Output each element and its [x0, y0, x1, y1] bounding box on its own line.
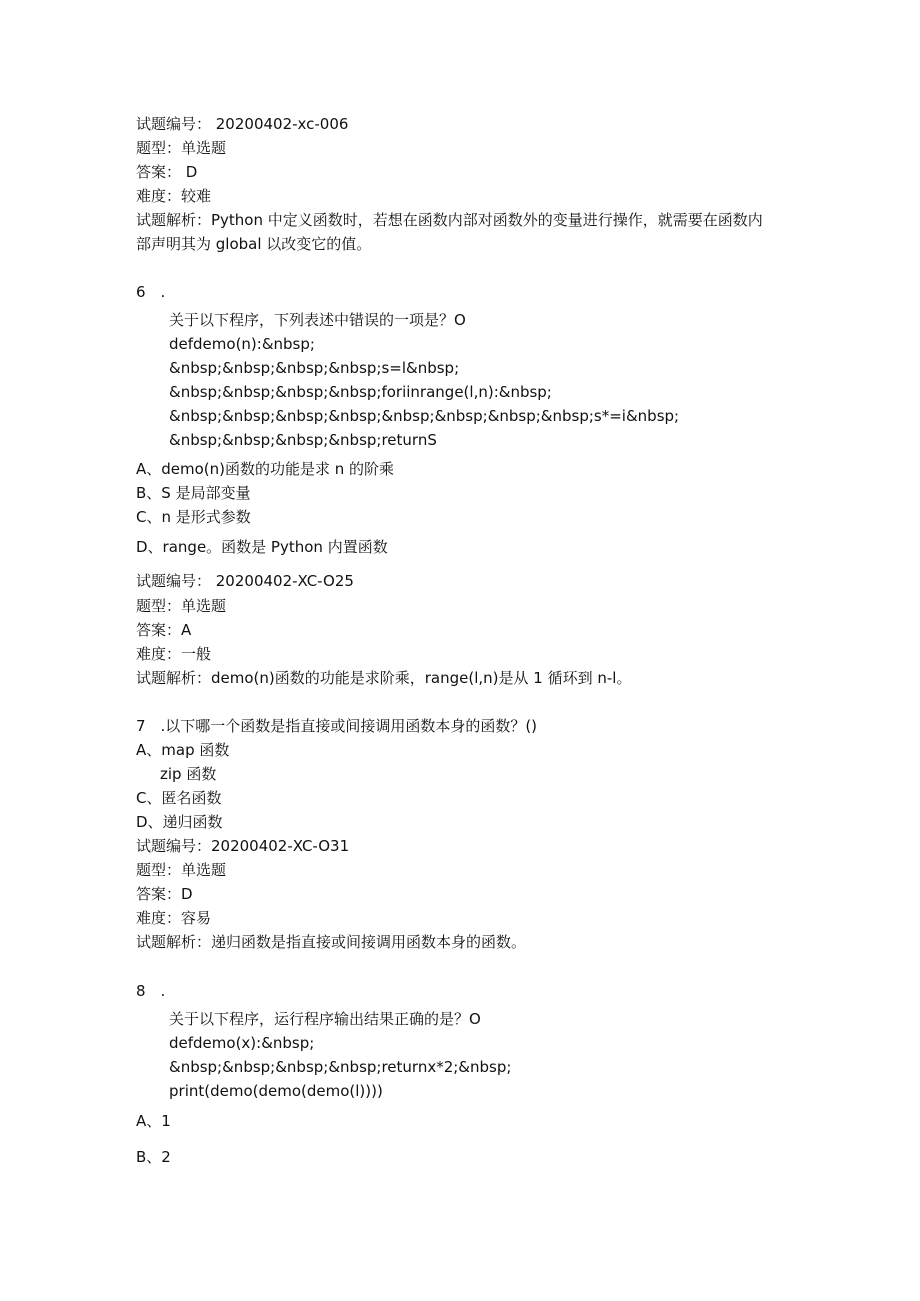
q6-option-d: D、range。函数是 Python 内置函数 — [136, 538, 388, 556]
q8-number: 8 . — [136, 982, 166, 1000]
q7-id: 试题编号：20200402-XC-O31 — [136, 837, 350, 855]
q5-answer: 答案： D — [136, 163, 198, 181]
q7-option-d: D、递归函数 — [136, 813, 223, 831]
q6-code-line: defdemo(n):&nbsp; — [169, 335, 315, 353]
q6-stem: 关于以下程序，下列表述中错误的一项是？O — [169, 311, 466, 329]
q7-answer: 答案：D — [136, 885, 193, 903]
q6-option-a: A、demo(n)函数的功能是求 n 的阶乘 — [136, 460, 395, 478]
q6-answer: 答案：A — [136, 621, 192, 639]
q5-id: 试题编号： 20200402-xc-006 — [136, 115, 349, 133]
q8-code-line: defdemo(x):&nbsp; — [169, 1034, 315, 1052]
q5-type: 题型：单选题 — [136, 139, 227, 157]
q6-code-line: &nbsp;&nbsp;&nbsp;&nbsp;&nbsp;&nbsp;&nbsp;&nbsp;s*=i&nbsp; — [169, 407, 680, 425]
q6-analysis: 试题解析：demo(n)函数的功能是求阶乘，range(l,n)是从 1 循环到 n-l。 — [136, 669, 632, 687]
q8-code-line: print(demo(demo(demo(l)))) — [169, 1082, 383, 1100]
q7-stem: 7 .以下哪一个函数是指直接或间接调用函数本身的函数？() — [136, 717, 538, 735]
q7-option-c: C、匿名函数 — [136, 789, 222, 807]
q8-option-b: B、2 — [136, 1148, 171, 1166]
q6-type: 题型：单选题 — [136, 597, 227, 615]
q6-code-line: &nbsp;&nbsp;&nbsp;&nbsp;s=l&nbsp; — [169, 359, 460, 377]
q6-difficulty: 难度：一般 — [136, 645, 212, 663]
q5-difficulty: 难度：较难 — [136, 187, 212, 205]
q6-option-c: C、n 是形式参数 — [136, 508, 251, 526]
q6-option-b: B、S 是局部变量 — [136, 484, 251, 502]
q5-analysis-line1: 试题解析：Python 中定义函数时，若想在函数内部对函数外的变量进行操作，就需要在函数内 — [136, 211, 763, 229]
q7-option-b: zip 函数 — [160, 765, 217, 783]
q5-analysis-line2: 部声明其为 global 以改变它的值。 — [136, 235, 372, 253]
q7-option-a: A、map 函数 — [136, 741, 230, 759]
q8-option-a: A、1 — [136, 1112, 171, 1130]
q7-type: 题型：单选题 — [136, 861, 227, 879]
q6-number: 6 . — [136, 283, 166, 301]
q6-code-line: &nbsp;&nbsp;&nbsp;&nbsp;foriinrange(l,n):&nbsp; — [169, 383, 552, 401]
q8-code-line: &nbsp;&nbsp;&nbsp;&nbsp;returnx*2;&nbsp; — [169, 1058, 512, 1076]
q8-stem: 关于以下程序，运行程序输出结果正确的是？O — [169, 1010, 481, 1028]
q7-analysis: 试题解析：递归函数是指直接或间接调用函数本身的函数。 — [136, 933, 527, 951]
q7-difficulty: 难度：容易 — [136, 909, 212, 927]
q6-code-line: &nbsp;&nbsp;&nbsp;&nbsp;returnS — [169, 431, 437, 449]
q6-id: 试题编号： 20200402-XC-O25 — [136, 572, 354, 590]
